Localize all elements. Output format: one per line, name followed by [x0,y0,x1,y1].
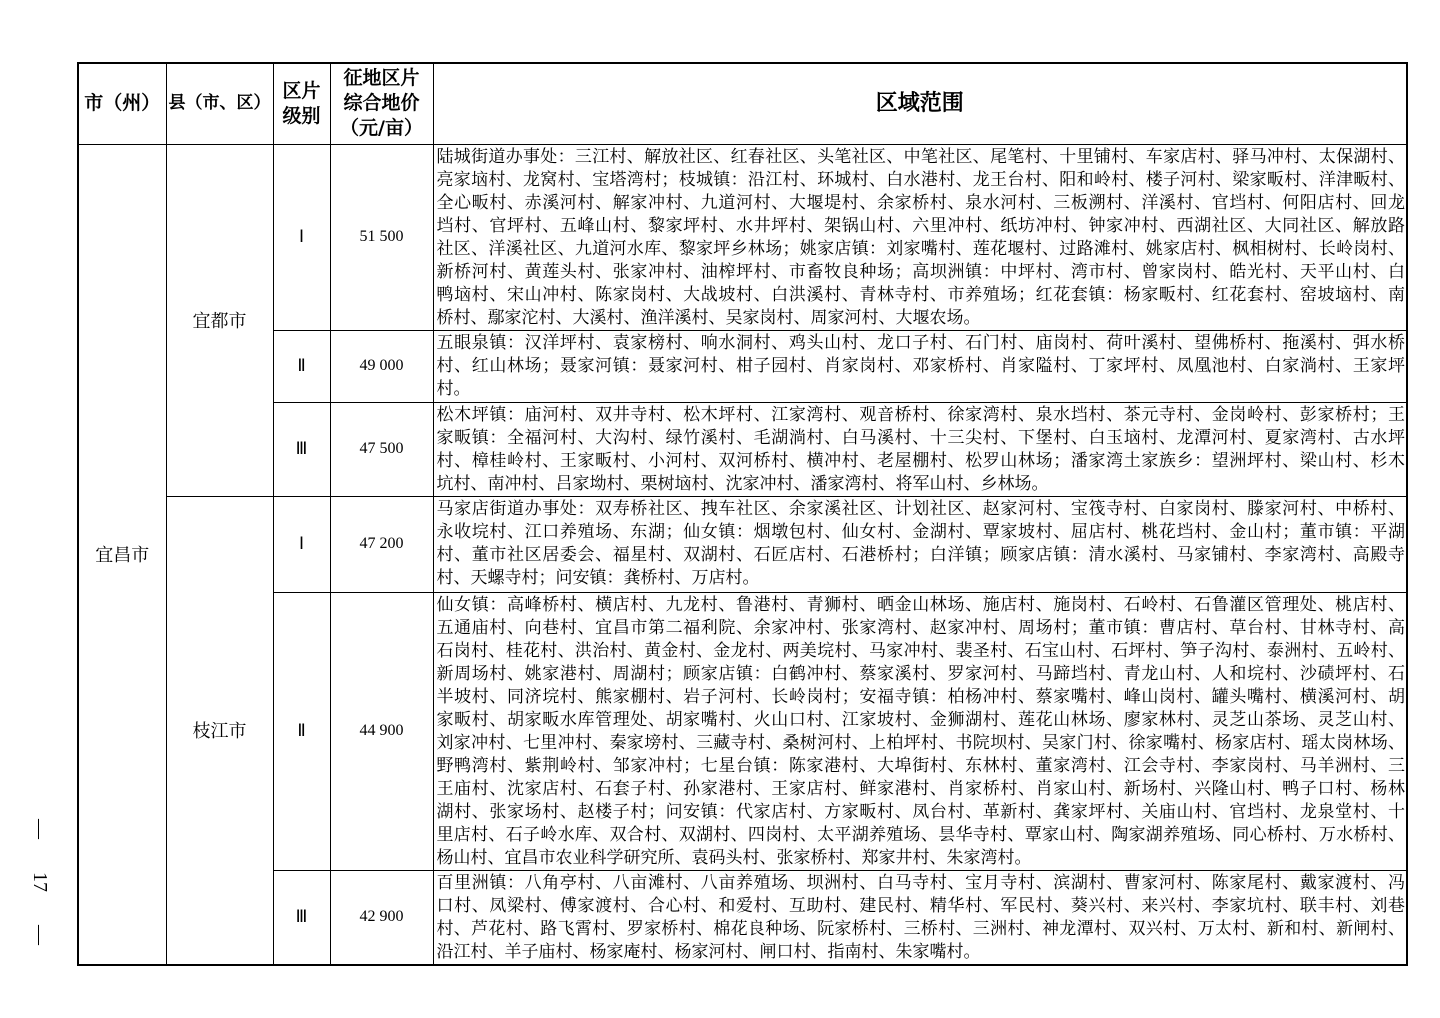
header-price-line: 综合地价 [343,92,420,115]
scope-line: 村。 [436,378,471,399]
scope-line: 坑村、南冲村、吕家坳村、栗树垴村、沈家冲村、潘家湾村、将军山村、乡林场。 [436,473,1049,494]
scope-line: 村、芦花村、路飞霄村、罗家桥村、棉花良种场、阮家桥村、三桥村、三洲村、神龙潭村、双兴村、万太村、新和村、新闸村、 [436,918,1405,939]
table-row [78,402,1407,496]
scope-line: 村、红山林场；聂家河镇：聂家河村、柑子园村、肖家岗村、邓家桥村、肖家隘村、丁家坪村、凤凰池村、白家淌村、王家坪 [436,355,1405,376]
scope-line: 村、天螺寺村；问安镇：龚桥村、万店村。 [436,567,760,588]
scope-line: 社区、洋溪社区、九道河水库、黎家坪乡林场；姚家店镇：刘家嘴村、莲花堰村、过路滩村、姚家店村、枫相树村、长岭岗村、 [436,238,1405,259]
scope-line: 百里洲镇：八角亭村、八亩滩村、八亩养殖场、坝洲村、白马寺村、宝月寺村、滨湖村、曹家河村、陈家尾村、戴家渡村、冯 [436,872,1405,893]
scope-line: 全心畈村、赤溪河村、解家冲村、九道河村、大堰堤村、余家桥村、泉水河村、三板溯村、洋溪村、官垱村、何阳店村、回龙 [436,192,1405,213]
header-level [273,63,330,144]
level-cell: Ⅰ [273,144,330,330]
scope-line: 垱村、官坪村、五峰山村、黎家坪村、水井坪村、架锅山村、六里冲村、纸坊冲村、钟家冲村、西湖社区、大同社区、解放路 [436,215,1405,236]
header-county [166,63,273,144]
scope-line: 杨山村、宜昌市农业科学研究所、袁码头村、张家桥村、郑家井村、朱家湾村。 [436,847,1032,868]
header-scope-label: 区域范围 [875,91,964,117]
table-row [78,144,1407,330]
scope-cell [433,496,1407,592]
scope-cell [433,592,1407,870]
price-cell: 49 000 [330,330,433,402]
scope-line: 亮家垴村、龙窝村、宝塔湾村；枝城镇：沿江村、环城村、白水港村、龙王台村、阳和岭村、楼子河村、梁家畈村、洋津畈村、 [436,169,1405,190]
level-cell: Ⅲ [273,402,330,496]
price-cell: 44 900 [330,592,433,870]
level-cell: Ⅲ [273,870,330,965]
scope-cell [433,330,1407,402]
header-price-line: （元/亩） [340,117,423,140]
header-level-line: 区片 [282,79,321,102]
price-cell: 47 200 [330,496,433,592]
header-city-label: 市（州） [84,92,161,115]
county-cell: 宜都市 [166,144,273,496]
city-cell: 宜昌市 [78,144,166,965]
level-cell: Ⅰ [273,496,330,592]
scope-line: 里店村、石子岭水库、双合村、双湖村、四岗村、太平湖养殖场、昙华寺村、覃家山村、陶家湖养殖场、同心桥村、万水桥村、 [436,824,1405,845]
scope-line: 新周场村、姚家港村、周湖村；顾家店镇：白鹤冲村、蔡家溪村、罗家河村、马蹄垱村、青龙山村、人和垸村、沙碛坪村、石 [436,663,1405,684]
table-row [78,870,1407,965]
scope-line: 湖村、张家场村、赵楼子村；问安镇：代家店村、方家畈村、凤台村、革新村、龚家坪村、关庙山村、官垱村、龙泉堂村、十 [436,801,1405,822]
scope-line: 马家店街道办事处：双寿桥社区、拽车社区、余家溪社区、计划社区、赵家河村、宝筏寺村、白家岗村、滕家河村、中桥村、 [436,498,1405,519]
scope-line: 五通庙村、向巷村、宜昌市第二福利院、余家冲村、张家湾村、赵家冲村、周场村；董市镇：曹店村、草台村、甘林寺村、高 [436,617,1405,638]
header-county-label: 县（市、区） [168,93,271,114]
scope-line: 家畈镇：全福河村、大沟村、绿竹溪村、毛湖淌村、白马溪村、十三尖村、下堡村、白玉垴村、龙潭河村、夏家湾村、古水坪 [436,427,1405,448]
header-price [330,63,433,144]
scope-line: 桥村、鄢家沱村、大溪村、渔洋溪村、吴家岗村、周家河村、大堰农场。 [436,307,981,328]
table-row [78,330,1407,402]
scope-line: 石岗村、桂花村、洪治村、黄金村、金龙村、两美垸村、马家冲村、裴圣村、石宝山村、石坪村、笋子沟村、泰洲村、五岭村、 [436,640,1405,661]
level-cell: Ⅱ [273,330,330,402]
scope-line: 新桥河村、黄莲头村、张家冲村、油榨坪村、市畜牧良种场；高坝洲镇：中坪村、湾市村、曾家岗村、皓光村、天平山村、白 [436,261,1405,282]
header-level-line: 级别 [282,104,321,127]
scope-line: 永收垸村、江口养殖场、东湖；仙女镇：烟墩包村、仙女村、金湖村、覃家坡村、屈店村、桃花垱村、金山村；董市镇：平湖 [436,521,1405,542]
scope-cell [433,870,1407,965]
scope-line: 仙女镇：高峰桥村、横店村、九龙村、鲁港村、青狮村、晒金山林场、施店村、施岗村、石岭村、石鲁灌区管理处、桃店村、 [436,594,1405,615]
header-city [78,63,166,144]
scope-line: 鸭垴村、宋山冲村、陈家岗村、大战坡村、白洪溪村、青林寺村、市养殖场；红花套镇：杨家畈村、红花套村、窑坡垴村、南 [436,284,1405,305]
county-cell: 枝江市 [166,496,273,965]
header-scope [433,63,1407,144]
page-number: — 17 — [29,819,51,945]
scope-line: 家畈村、胡家畈水库管理处、胡家嘴村、火山口村、江家坡村、金狮湖村、莲花山林场、廖家林村、灵芝山茶场、灵芝山村、 [436,709,1405,730]
price-cell: 42 900 [330,870,433,965]
scope-line: 野鸭湾村、紫荆岭村、邹家冲村；七星台镇：陈家港村、大埠街村、东林村、董家湾村、江会寺村、李家岗村、马羊洲村、三 [436,755,1405,776]
scope-cell [433,402,1407,496]
price-cell: 47 500 [330,402,433,496]
land-price-table [77,62,1408,966]
scope-line: 村、樟桂岭村、王家畈村、小河村、双河桥村、横冲村、老屋棚村、松罗山林场；潘家湾土家族乡：望洲坪村、梁山村、杉木 [436,450,1405,471]
level-cell: Ⅱ [273,592,330,870]
header-row [78,63,1407,144]
scope-line: 村、董市社区居委会、福星村、双湖村、石匠店村、石港桥村；白洋镇；顾家店镇：清水溪村、马家铺村、李家湾村、高殿寺 [436,544,1405,565]
scope-line: 王庙村、沈家店村、石套子村、孙家港村、王家店村、鲜家港村、肖家桥村、肖家山村、新场村、兴隆山村、鸭子口村、杨林 [436,778,1405,799]
scope-line: 沿江村、羊子庙村、杨家庵村、杨家河村、闸口村、指南村、朱家嘴村。 [436,941,981,962]
table-row [78,496,1407,592]
scope-line: 刘家冲村、七里冲村、秦家塝村、三藏寺村、桑树河村、上柏坪村、书院坝村、吴家门村、徐家嘴村、杨家店村、瑶太岗林场、 [436,732,1405,753]
scope-line: 半坡村、同济垸村、熊家棚村、岩子河村、长岭岗村；安福寺镇：柏杨冲村、蔡家嘴村、峰山岗村、罐头嘴村、横溪河村、胡 [436,686,1405,707]
scope-line: 陆城街道办事处：三江村、解放社区、红春社区、头笔社区、中笔社区、尾笔村、十里铺村、车家店村、驿马冲村、太保湖村、 [436,146,1405,167]
header-price-line: 征地区片 [343,67,420,90]
scope-cell [433,144,1407,330]
scope-line: 松木坪镇：庙河村、双井寺村、松木坪村、江家湾村、观音桥村、徐家湾村、泉水垱村、茶元寺村、金岗岭村、彭家桥村；王 [436,404,1405,425]
price-cell: 51 500 [330,144,433,330]
scope-line: 口村、凤梁村、傅家渡村、合心村、和爱村、互助村、建民村、精华村、军民村、葵兴村、来兴村、李家坑村、联丰村、刘巷 [436,895,1405,916]
scope-line: 五眼泉镇：汉洋坪村、袁家榜村、响水洞村、鸡头山村、龙口子村、石门村、庙岗村、荷叶溪村、望佛桥村、拖溪村、弭水桥 [436,332,1405,353]
table-row [78,592,1407,870]
